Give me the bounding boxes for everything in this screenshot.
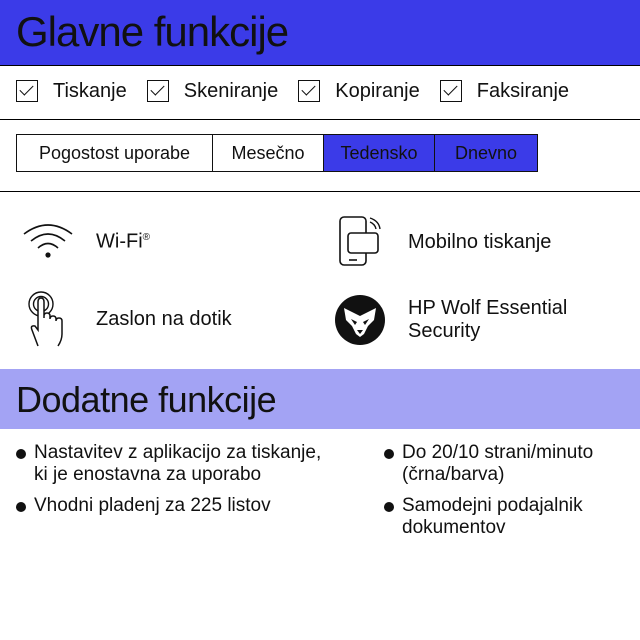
frequency-daily: Dnevno <box>435 135 537 171</box>
function-label: Faksiranje <box>476 79 570 102</box>
list-item: Samodejni podajalnik dokumentov <box>384 495 634 539</box>
checkbox-icon <box>147 80 169 102</box>
feature-wolf-security <box>334 294 567 346</box>
main-features-header <box>0 0 640 66</box>
usage-frequency-label: Pogostost uporabe <box>17 135 213 171</box>
function-list <box>16 78 589 104</box>
checkbox-icon <box>16 80 38 102</box>
feature-touchscreen <box>26 290 232 348</box>
frequency-weekly: Tedensko <box>324 135 435 171</box>
function-label: Skeniranje <box>183 79 279 102</box>
frequency-monthly: Mesečno <box>213 135 324 171</box>
function-label: Kopiranje <box>335 79 420 102</box>
divider <box>0 191 640 192</box>
wifi-icon <box>20 220 76 260</box>
additional-features-right <box>384 442 634 548</box>
main-features-title: Glavne funkcije <box>16 8 289 55</box>
divider <box>0 119 640 120</box>
wolf-security-icon <box>334 294 386 346</box>
list-item: Do 20/10 strani/minuto (črna/barva) <box>384 442 634 486</box>
feature-label: Wi-Fi® <box>96 230 151 253</box>
feature-label: Mobilno tiskanje <box>408 230 552 253</box>
usage-frequency-scale <box>16 134 538 172</box>
feature-wifi <box>20 220 150 260</box>
touchscreen-icon <box>26 290 72 348</box>
feature-label: HP Wolf Essential Security <box>408 297 568 342</box>
function-copy <box>298 80 420 103</box>
additional-features-left <box>16 442 376 526</box>
additional-features-title: Dodatne funkcije <box>16 379 277 420</box>
checkbox-icon <box>298 80 320 102</box>
list-item: Nastavitev z aplikacijo za tiskanje, ki je enostavna za uporabo <box>16 442 376 486</box>
list-item: Vhodni pladenj za 225 listov <box>16 495 376 517</box>
feature-label: Zaslon na dotik <box>96 307 232 330</box>
function-label: Tiskanje <box>53 79 127 102</box>
feature-mobile-printing <box>336 215 551 269</box>
function-print <box>16 80 127 103</box>
function-fax <box>440 80 569 103</box>
mobile-print-icon <box>336 215 386 269</box>
additional-features-header <box>0 369 640 429</box>
function-scan <box>147 80 279 103</box>
checkbox-icon <box>440 80 462 102</box>
